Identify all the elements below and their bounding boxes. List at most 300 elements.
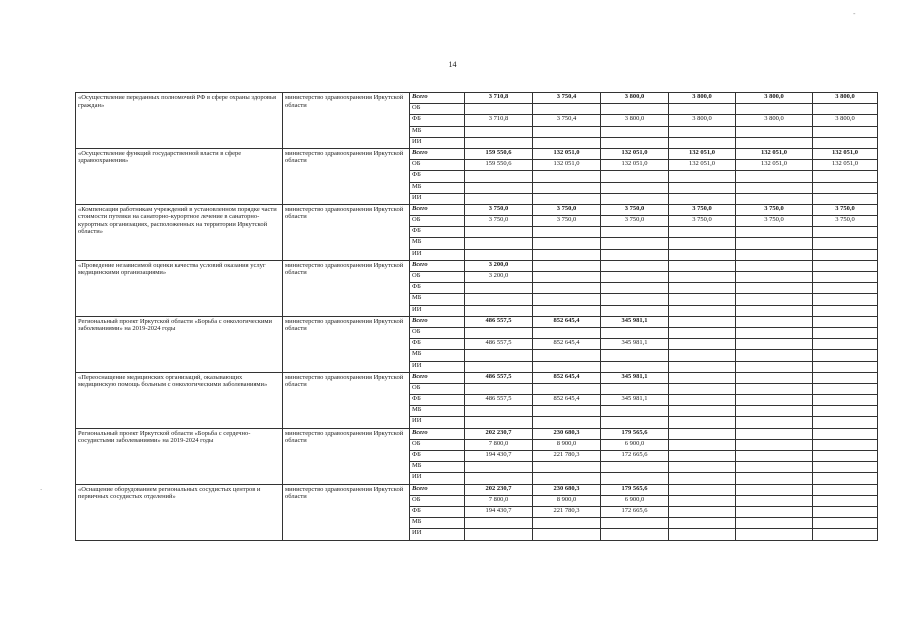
- value-cell: 3 800,0: [601, 93, 669, 104]
- value-cell: [736, 439, 813, 450]
- funding-source-label: МБ: [410, 518, 465, 529]
- value-cell: [813, 171, 878, 182]
- value-cell: 6 900,0: [601, 439, 669, 450]
- value-cell: [813, 193, 878, 204]
- value-cell: [533, 406, 601, 417]
- value-cell: 3 800,0: [813, 93, 878, 104]
- value-cell: 132 051,0: [601, 148, 669, 159]
- value-cell: 345 981,1: [601, 316, 669, 327]
- value-cell: [813, 227, 878, 238]
- value-cell: [669, 529, 736, 540]
- value-cell: [465, 137, 533, 148]
- value-cell: [601, 529, 669, 540]
- value-cell: [465, 529, 533, 540]
- executor-cell: министерство здравоохранения Иркутской области: [283, 316, 410, 372]
- value-cell: [669, 182, 736, 193]
- value-cell: [736, 428, 813, 439]
- value-cell: [601, 462, 669, 473]
- value-cell: 202 230,7: [465, 428, 533, 439]
- page-number: 14: [448, 60, 457, 69]
- funding-source-label: ОБ: [410, 383, 465, 394]
- value-cell: 172 665,6: [601, 451, 669, 462]
- funding-source-label: Всего: [410, 204, 465, 215]
- value-cell: 345 981,1: [601, 372, 669, 383]
- funding-source-label: ИИ: [410, 137, 465, 148]
- value-cell: [533, 182, 601, 193]
- value-cell: [465, 249, 533, 260]
- value-cell: [669, 484, 736, 495]
- value-cell: [465, 126, 533, 137]
- value-cell: [813, 383, 878, 394]
- value-cell: [669, 428, 736, 439]
- funding-source-label: ОБ: [410, 216, 465, 227]
- scan-mark: -: [853, 10, 856, 18]
- value-cell: [736, 495, 813, 506]
- executor-cell: министерство здравоохранения Иркутской области: [283, 204, 410, 260]
- value-cell: 852 645,4: [533, 339, 601, 350]
- value-cell: 179 565,6: [601, 484, 669, 495]
- value-cell: [813, 361, 878, 372]
- funding-source-label: Всего: [410, 428, 465, 439]
- funding-source-label: ОБ: [410, 495, 465, 506]
- value-cell: [813, 272, 878, 283]
- executor-cell: министерство здравоохранения Иркутской области: [283, 260, 410, 316]
- value-cell: [601, 249, 669, 260]
- value-cell: [736, 294, 813, 305]
- value-cell: [813, 316, 878, 327]
- value-cell: [669, 260, 736, 271]
- value-cell: 345 981,1: [601, 339, 669, 350]
- value-cell: [813, 327, 878, 338]
- value-cell: 7 800,0: [465, 439, 533, 450]
- value-cell: 6 900,0: [601, 495, 669, 506]
- value-cell: 3 710,8: [465, 93, 533, 104]
- value-cell: [669, 227, 736, 238]
- budget-table: [75, 92, 878, 541]
- value-cell: [669, 350, 736, 361]
- funding-source-label: МБ: [410, 406, 465, 417]
- value-cell: [669, 383, 736, 394]
- value-cell: [465, 518, 533, 529]
- value-cell: [669, 462, 736, 473]
- funding-source-label: ОБ: [410, 104, 465, 115]
- value-cell: [669, 137, 736, 148]
- funding-source-label: ОБ: [410, 272, 465, 283]
- value-cell: 486 557,5: [465, 395, 533, 406]
- value-cell: [533, 473, 601, 484]
- value-cell: [533, 137, 601, 148]
- funding-source-label: ИИ: [410, 361, 465, 372]
- value-cell: [736, 339, 813, 350]
- value-cell: 3 800,0: [601, 115, 669, 126]
- value-cell: 3 750,0: [465, 216, 533, 227]
- funding-source-label: ИИ: [410, 305, 465, 316]
- funding-source-label: ИИ: [410, 417, 465, 428]
- value-cell: 132 051,0: [813, 148, 878, 159]
- value-cell: [601, 193, 669, 204]
- value-cell: 486 557,5: [465, 316, 533, 327]
- value-cell: 3 800,0: [736, 93, 813, 104]
- value-cell: [533, 294, 601, 305]
- value-cell: [533, 272, 601, 283]
- value-cell: [601, 126, 669, 137]
- table-row-total: [76, 428, 878, 439]
- value-cell: [669, 518, 736, 529]
- table-row-total: [76, 148, 878, 159]
- funding-source-label: ФБ: [410, 339, 465, 350]
- value-cell: [465, 406, 533, 417]
- value-cell: [813, 495, 878, 506]
- value-cell: 202 230,7: [465, 484, 533, 495]
- value-cell: 7 800,0: [465, 495, 533, 506]
- value-cell: [601, 137, 669, 148]
- value-cell: [533, 249, 601, 260]
- value-cell: [601, 238, 669, 249]
- table-row-total: [76, 260, 878, 271]
- value-cell: [813, 462, 878, 473]
- value-cell: [669, 126, 736, 137]
- value-cell: [601, 272, 669, 283]
- funding-source-label: ФБ: [410, 115, 465, 126]
- value-cell: [669, 339, 736, 350]
- value-cell: [465, 473, 533, 484]
- value-cell: [465, 417, 533, 428]
- value-cell: [465, 462, 533, 473]
- value-cell: [601, 406, 669, 417]
- value-cell: [813, 238, 878, 249]
- value-cell: 3 800,0: [813, 115, 878, 126]
- funding-source-label: ФБ: [410, 451, 465, 462]
- value-cell: 132 051,0: [736, 160, 813, 171]
- value-cell: [669, 283, 736, 294]
- value-cell: [533, 283, 601, 294]
- value-cell: [669, 171, 736, 182]
- value-cell: 3 750,4: [533, 93, 601, 104]
- value-cell: [465, 294, 533, 305]
- value-cell: 3 750,0: [601, 216, 669, 227]
- funding-source-label: Всего: [410, 484, 465, 495]
- value-cell: [736, 104, 813, 115]
- executor-cell: министерство здравоохранения Иркутской области: [283, 93, 410, 149]
- value-cell: [601, 260, 669, 271]
- value-cell: 3 710,8: [465, 115, 533, 126]
- value-cell: [736, 327, 813, 338]
- value-cell: 486 557,5: [465, 339, 533, 350]
- executor-cell: министерство здравоохранения Иркутской области: [283, 372, 410, 428]
- value-cell: [813, 473, 878, 484]
- value-cell: [736, 193, 813, 204]
- funding-source-label: ИИ: [410, 529, 465, 540]
- value-cell: [669, 439, 736, 450]
- executor-cell: министерство здравоохранения Иркутской области: [283, 428, 410, 484]
- value-cell: [601, 171, 669, 182]
- value-cell: [465, 350, 533, 361]
- value-cell: [533, 350, 601, 361]
- value-cell: [669, 305, 736, 316]
- value-cell: [669, 361, 736, 372]
- value-cell: [736, 137, 813, 148]
- funding-source-label: ОБ: [410, 160, 465, 171]
- table-row-total: [76, 484, 878, 495]
- value-cell: 179 565,6: [601, 428, 669, 439]
- value-cell: [669, 238, 736, 249]
- value-cell: 132 051,0: [669, 160, 736, 171]
- value-cell: [736, 126, 813, 137]
- funding-source-label: ОБ: [410, 327, 465, 338]
- value-cell: [736, 227, 813, 238]
- value-cell: [813, 294, 878, 305]
- value-cell: [465, 182, 533, 193]
- value-cell: [533, 361, 601, 372]
- value-cell: 132 051,0: [601, 160, 669, 171]
- value-cell: [736, 506, 813, 517]
- value-cell: [669, 495, 736, 506]
- funding-source-label: ОБ: [410, 439, 465, 450]
- value-cell: [813, 137, 878, 148]
- value-cell: [736, 462, 813, 473]
- executor-cell: министерство здравоохранения Иркутской области: [283, 484, 410, 540]
- funding-source-label: Всего: [410, 372, 465, 383]
- funding-source-label: ИИ: [410, 193, 465, 204]
- value-cell: [736, 182, 813, 193]
- value-cell: [736, 484, 813, 495]
- value-cell: 159 550,6: [465, 160, 533, 171]
- value-cell: 3 800,0: [669, 93, 736, 104]
- value-cell: 3 750,0: [813, 204, 878, 215]
- value-cell: [601, 294, 669, 305]
- value-cell: [465, 227, 533, 238]
- measure-name: Региональный проект Иркутской области «Борьба с онкологическими заболеваниями» на 2019-2024 годы: [76, 316, 283, 372]
- value-cell: 230 680,3: [533, 484, 601, 495]
- value-cell: 3 750,0: [736, 204, 813, 215]
- value-cell: 132 051,0: [533, 160, 601, 171]
- value-cell: 852 645,4: [533, 372, 601, 383]
- value-cell: [736, 383, 813, 394]
- value-cell: 3 200,0: [465, 272, 533, 283]
- value-cell: 345 981,1: [601, 395, 669, 406]
- value-cell: [669, 193, 736, 204]
- value-cell: [736, 361, 813, 372]
- value-cell: [669, 417, 736, 428]
- funding-source-label: Всего: [410, 316, 465, 327]
- funding-source-label: Всего: [410, 148, 465, 159]
- funding-source-label: МБ: [410, 294, 465, 305]
- value-cell: [736, 417, 813, 428]
- value-cell: [736, 518, 813, 529]
- value-cell: [669, 249, 736, 260]
- value-cell: [813, 451, 878, 462]
- value-cell: [813, 406, 878, 417]
- value-cell: [736, 316, 813, 327]
- value-cell: [601, 473, 669, 484]
- funding-source-label: МБ: [410, 350, 465, 361]
- funding-source-label: ИИ: [410, 473, 465, 484]
- value-cell: [533, 193, 601, 204]
- value-cell: [669, 395, 736, 406]
- value-cell: [669, 316, 736, 327]
- value-cell: 3 750,0: [533, 216, 601, 227]
- value-cell: 3 750,0: [669, 216, 736, 227]
- value-cell: [736, 473, 813, 484]
- value-cell: 3 750,0: [669, 204, 736, 215]
- value-cell: [736, 171, 813, 182]
- funding-source-label: МБ: [410, 238, 465, 249]
- funding-source-label: Всего: [410, 260, 465, 271]
- value-cell: [813, 350, 878, 361]
- value-cell: [533, 417, 601, 428]
- value-cell: [533, 462, 601, 473]
- table-row-total: [76, 316, 878, 327]
- funding-source-label: ФБ: [410, 395, 465, 406]
- executor-cell: министерство здравоохранения Иркутской области: [283, 148, 410, 204]
- value-cell: [736, 395, 813, 406]
- value-cell: [736, 305, 813, 316]
- value-cell: [736, 372, 813, 383]
- table-row-total: [76, 93, 878, 104]
- value-cell: 486 557,5: [465, 372, 533, 383]
- table-row-total: [76, 204, 878, 215]
- measure-name: «Осуществление переданных полномочий РФ в сфере охраны здоровья граждан»: [76, 93, 283, 149]
- funding-source-label: МБ: [410, 182, 465, 193]
- value-cell: [669, 272, 736, 283]
- value-cell: [601, 182, 669, 193]
- value-cell: [465, 193, 533, 204]
- value-cell: [736, 283, 813, 294]
- value-cell: [669, 406, 736, 417]
- value-cell: [533, 518, 601, 529]
- value-cell: [601, 383, 669, 394]
- value-cell: [736, 260, 813, 271]
- value-cell: [465, 305, 533, 316]
- value-cell: [736, 406, 813, 417]
- value-cell: 132 051,0: [813, 160, 878, 171]
- value-cell: 3 750,4: [533, 115, 601, 126]
- value-cell: [601, 327, 669, 338]
- measure-name: Региональный проект Иркутской области «Борьба с сердечно-сосудистыми заболеваниями» на 2019-2024 годы: [76, 428, 283, 484]
- value-cell: [813, 339, 878, 350]
- value-cell: [601, 104, 669, 115]
- value-cell: [601, 227, 669, 238]
- table-body: [76, 93, 878, 541]
- value-cell: [669, 104, 736, 115]
- funding-source-label: ФБ: [410, 227, 465, 238]
- funding-source-label: ФБ: [410, 171, 465, 182]
- value-cell: 221 780,3: [533, 451, 601, 462]
- value-cell: [601, 305, 669, 316]
- value-cell: 132 051,0: [669, 148, 736, 159]
- value-cell: [533, 126, 601, 137]
- value-cell: [533, 327, 601, 338]
- value-cell: [669, 473, 736, 484]
- value-cell: [465, 383, 533, 394]
- value-cell: [736, 451, 813, 462]
- value-cell: [465, 238, 533, 249]
- value-cell: [533, 171, 601, 182]
- value-cell: 852 645,4: [533, 316, 601, 327]
- value-cell: [465, 361, 533, 372]
- value-cell: 3 750,0: [601, 204, 669, 215]
- value-cell: [736, 238, 813, 249]
- value-cell: [601, 283, 669, 294]
- value-cell: 3 800,0: [669, 115, 736, 126]
- value-cell: 159 550,6: [465, 148, 533, 159]
- value-cell: [736, 350, 813, 361]
- funding-source-label: МБ: [410, 462, 465, 473]
- value-cell: [813, 439, 878, 450]
- value-cell: [601, 350, 669, 361]
- value-cell: 3 800,0: [736, 115, 813, 126]
- value-cell: [813, 182, 878, 193]
- value-cell: [813, 518, 878, 529]
- value-cell: 3 750,0: [813, 216, 878, 227]
- value-cell: 3 750,0: [533, 204, 601, 215]
- value-cell: [533, 238, 601, 249]
- value-cell: [813, 417, 878, 428]
- value-cell: [813, 529, 878, 540]
- value-cell: 132 051,0: [736, 148, 813, 159]
- measure-name: «Осуществление функций государственной власти в сфере здравоохранения»: [76, 148, 283, 204]
- value-cell: [669, 372, 736, 383]
- value-cell: [813, 372, 878, 383]
- value-cell: [533, 529, 601, 540]
- value-cell: 3 200,0: [465, 260, 533, 271]
- table-row-total: [76, 372, 878, 383]
- value-cell: [465, 327, 533, 338]
- value-cell: [736, 272, 813, 283]
- value-cell: [813, 104, 878, 115]
- value-cell: [533, 383, 601, 394]
- value-cell: [813, 428, 878, 439]
- measure-name: «Переоснащение медицинских организаций, оказывающих медицинскую помощь больным с онкологическими заболеваниями»: [76, 372, 283, 428]
- value-cell: 221 780,3: [533, 506, 601, 517]
- value-cell: 3 750,0: [465, 204, 533, 215]
- value-cell: [813, 126, 878, 137]
- value-cell: [669, 294, 736, 305]
- value-cell: [813, 305, 878, 316]
- value-cell: [533, 305, 601, 316]
- value-cell: [813, 395, 878, 406]
- value-cell: [465, 283, 533, 294]
- value-cell: [533, 260, 601, 271]
- value-cell: [813, 249, 878, 260]
- value-cell: [465, 171, 533, 182]
- funding-source-label: МБ: [410, 126, 465, 137]
- measure-name: «Проведение независимой оценки качества условий оказания услуг медицинскими организациями»: [76, 260, 283, 316]
- value-cell: [601, 417, 669, 428]
- value-cell: [669, 327, 736, 338]
- value-cell: 852 645,4: [533, 395, 601, 406]
- value-cell: [601, 518, 669, 529]
- value-cell: 194 430,7: [465, 451, 533, 462]
- value-cell: [669, 506, 736, 517]
- value-cell: [533, 104, 601, 115]
- value-cell: 8 900,0: [533, 495, 601, 506]
- funding-source-label: ФБ: [410, 283, 465, 294]
- value-cell: 8 900,0: [533, 439, 601, 450]
- value-cell: 230 680,3: [533, 428, 601, 439]
- value-cell: [813, 506, 878, 517]
- value-cell: [601, 361, 669, 372]
- value-cell: [533, 227, 601, 238]
- value-cell: 194 430,7: [465, 506, 533, 517]
- funding-source-label: ФБ: [410, 506, 465, 517]
- value-cell: [669, 451, 736, 462]
- measure-name: «Оснащение оборудованием региональных сосудистых центров и первичных сосудистых отделений»: [76, 484, 283, 540]
- value-cell: [465, 104, 533, 115]
- value-cell: [736, 529, 813, 540]
- value-cell: 132 051,0: [533, 148, 601, 159]
- value-cell: [813, 484, 878, 495]
